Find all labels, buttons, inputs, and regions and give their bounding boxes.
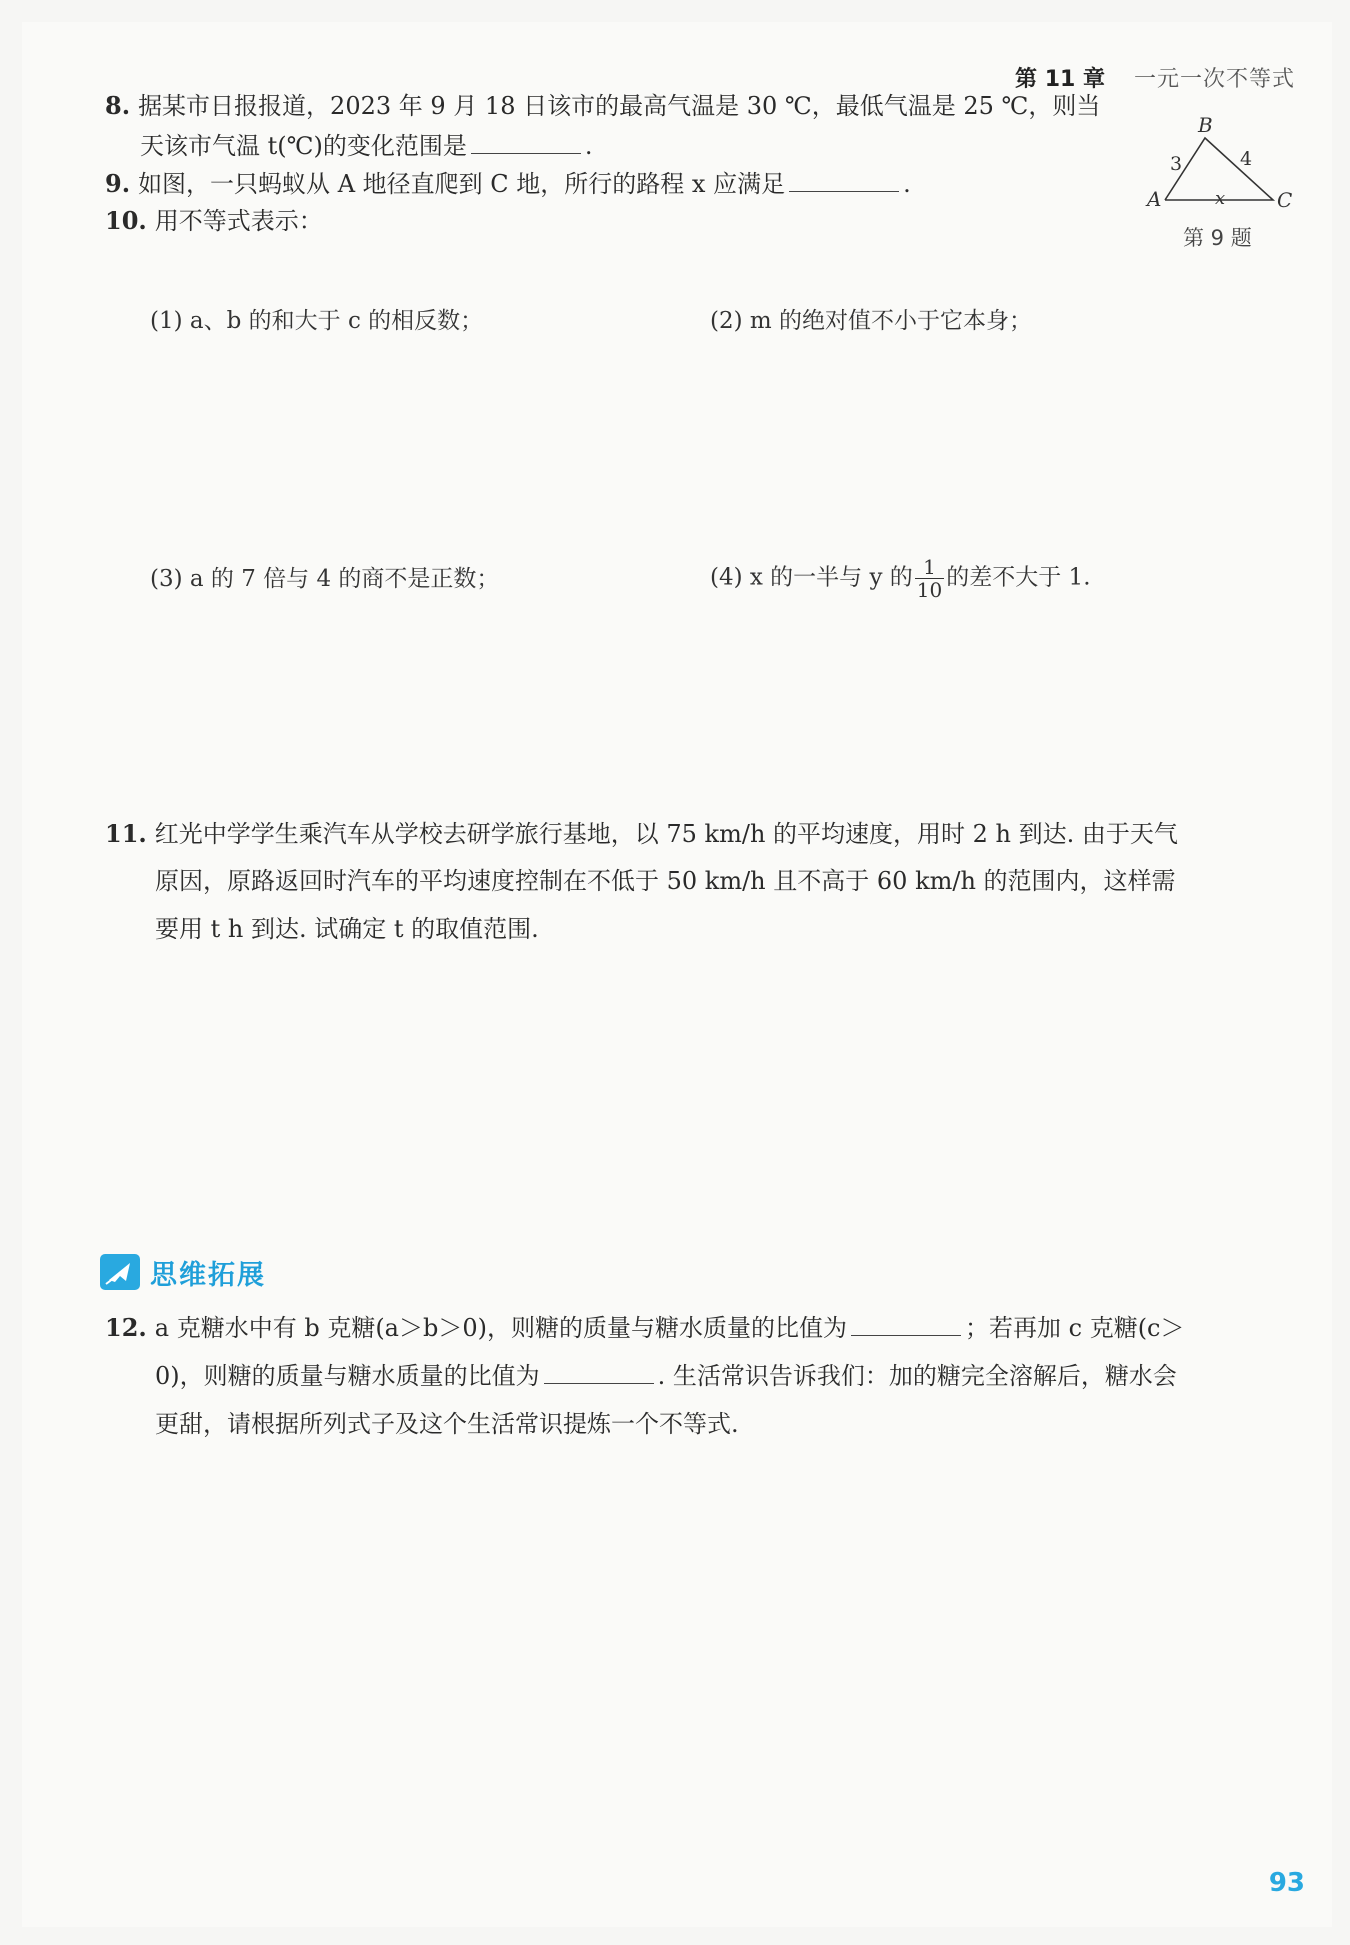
question-9-period: . bbox=[903, 170, 911, 198]
question-10-text: 用不等式表示： bbox=[154, 207, 323, 235]
question-8-line-1 bbox=[105, 90, 1100, 122]
section-title: 思维拓展 bbox=[150, 1259, 266, 1291]
question-8-number: 8. bbox=[105, 91, 131, 120]
question-12-answer-blank-2[interactable] bbox=[544, 1361, 654, 1384]
question-10-part-4-pre: (4) x 的一半与 y 的 bbox=[710, 564, 913, 591]
question-12-text-2b: . 生活常识告诉我们：加的糖完全溶解后，糖水会 bbox=[657, 1362, 1177, 1390]
question-8-text-2: 天该市气温 t(℃)的变化范围是 bbox=[140, 132, 467, 160]
page-header bbox=[1015, 62, 1295, 93]
side-ac-label: x bbox=[1215, 188, 1226, 209]
question-8-period: . bbox=[584, 132, 593, 160]
question-10-part-3: (3) a 的 7 倍与 4 的商不是正数； bbox=[150, 566, 500, 592]
section-header bbox=[100, 1252, 266, 1292]
side-bc-label: 4 bbox=[1240, 148, 1253, 170]
side-ab-label: 3 bbox=[1170, 153, 1183, 175]
vertex-b-label: B bbox=[1198, 113, 1213, 137]
question-9-text: 如图，一只蚂蚁从 A 地径直爬到 C 地，所行的路程 x 应满足 bbox=[138, 170, 786, 198]
question-11-line-1 bbox=[105, 818, 1178, 850]
question-12-text-2a: 0)，则糖的质量与糖水质量的比值为 bbox=[155, 1362, 540, 1390]
question-10-part-2: (2) m 的绝对值不小于它本身； bbox=[710, 308, 1033, 334]
question-11-number: 11. bbox=[105, 819, 147, 848]
question-10-number: 10. bbox=[105, 206, 147, 235]
question-11-text-1: 红光中学学生乘汽车从学校去研学旅行基地，以 75 km/h 的平均速度，用时 2 h 到达. 由于天气 bbox=[154, 820, 1178, 848]
figure-caption: 第 9 题 bbox=[1183, 226, 1252, 250]
question-12-number: 12. bbox=[105, 1313, 147, 1342]
question-10-part-1: (1) a、b 的和大于 c 的相反数； bbox=[150, 308, 484, 334]
question-12-line-3: 更甜，请根据所列式子及这个生活常识提炼一个不等式. bbox=[155, 1410, 739, 1438]
question-9-answer-blank[interactable] bbox=[789, 169, 899, 192]
question-11-line-2: 原因，原路返回时汽车的平均速度控制在不低于 50 km/h 且不高于 60 km/h 的范围内，这样需 bbox=[155, 867, 1176, 895]
question-8-line-2 bbox=[140, 130, 593, 162]
question-12-text-1b: ；若再加 c 克糖(c＞ bbox=[965, 1314, 1185, 1342]
vertex-c-label: C bbox=[1277, 188, 1293, 212]
question-11-line-3: 要用 t h 到达. 试确定 t 的取值范围. bbox=[155, 915, 539, 943]
question-8-text-1: 据某市日报报道，2023 年 9 月 18 日该市的最高气温是 30 ℃，最低气温是 25 ℃，则当 bbox=[138, 92, 1101, 120]
fraction-one-tenth bbox=[915, 556, 944, 601]
question-12-text-1a: a 克糖水中有 b 克糖(a＞b＞0)，则糖的质量与糖水质量的比值为 bbox=[154, 1314, 847, 1342]
page-number: 93 bbox=[1268, 1868, 1305, 1898]
question-12-answer-blank-1[interactable] bbox=[851, 1313, 961, 1336]
question-10-part-4 bbox=[710, 556, 1091, 601]
chapter-label: 第 11 章 bbox=[1015, 67, 1105, 92]
thinking-expansion-icon bbox=[100, 1254, 140, 1290]
question-12-line-1 bbox=[105, 1312, 1185, 1344]
question-12-line-2 bbox=[155, 1360, 1177, 1392]
question-10-line bbox=[105, 205, 323, 237]
fraction-denominator: 10 bbox=[916, 578, 943, 602]
question-10-part-4-post: 的差不大于 1. bbox=[946, 564, 1091, 591]
chapter-topic: 一元一次不等式 bbox=[1133, 67, 1295, 92]
question-9-line bbox=[105, 168, 911, 200]
question-9-number: 9. bbox=[105, 169, 131, 198]
fraction-numerator: 1 bbox=[915, 556, 944, 579]
question-8-answer-blank[interactable] bbox=[471, 131, 581, 154]
vertex-a-label: A bbox=[1147, 187, 1162, 211]
